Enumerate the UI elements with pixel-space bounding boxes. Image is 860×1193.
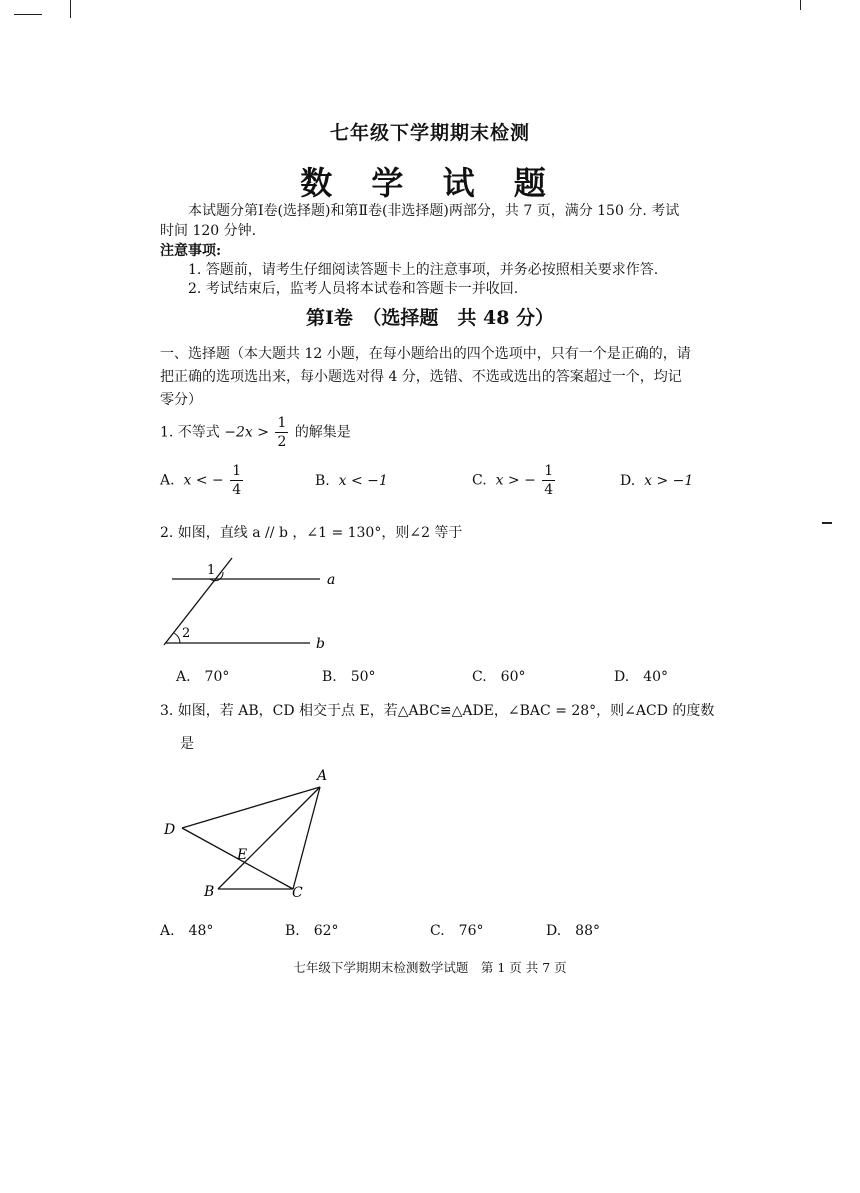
q1-option-c-num: 1 [544,463,554,479]
point-A-label: A [317,768,328,784]
q1-option-d-label: D. [620,473,636,489]
label-b: b [316,636,325,652]
q2-option-a: A. 70° [176,669,230,685]
section-1-line-1: 一、选择题（本大题共 12 小题，在每小题给出的四个选项中，只有一个是正确的，请 [160,346,691,362]
question-3-line-1: 3. 如图，若 AB，CD 相交于点 E，若△ABC≌△ADE，∠BAC = 28°，则∠ACD 的度数 [160,703,715,719]
q1-option-c-label: C. [472,472,487,489]
q1-fraction [275,414,288,451]
q1-prefix: 1. 不等式 [160,424,220,441]
q2-parallel-lines-figure [160,555,350,655]
q1-option-a-den: 4 [232,482,242,498]
intro-line-2: 时间 120 分钟. [160,223,257,239]
q1-frac-num: 1 [277,415,287,431]
q1-option-c [472,462,557,499]
q1-option-b [315,473,388,489]
part-1-title: 第Ⅰ卷 （选择题 共 48 分） [305,307,555,329]
q1-frac-den: 2 [277,434,287,450]
q1-option-d [620,473,693,489]
q1-option-b-expr: x < −1 [338,473,388,489]
transversal [164,558,232,645]
angle-2-arc [174,633,180,643]
q3-option-a: A. 48° [160,923,214,939]
label-1: 1 [207,563,216,578]
q1-option-a-expr: x < − [183,472,224,489]
segment-AC [293,787,320,889]
q1-option-a-label: A. [160,472,175,489]
scan-mark [822,522,832,524]
question-1 [160,414,351,451]
q1-option-b-label: B. [315,473,330,489]
q3-option-c: C. 76° [430,923,484,939]
exam-subtitle: 七年级下学期期末检测 [329,122,530,144]
point-C-label: C [292,885,303,901]
scan-mark [70,0,71,18]
question-3-line-2: 是 [180,736,194,752]
point-D-label: D [164,822,176,838]
q1-option-a-num: 1 [232,463,242,479]
q3-option-d: D. 88° [546,923,600,939]
q1-option-a [160,462,245,499]
scan-mark [14,14,42,15]
q2-option-b: B. 50° [322,669,376,685]
q1-option-c-den: 4 [544,482,554,498]
exam-title: 数 学 试 题 [300,164,560,202]
page-footer: 七年级下学期期末检测数学试题 第 1 页 共 7 页 [293,960,567,975]
section-1-line-3: 零分） [160,392,202,408]
q1-option-c-expr: x > − [495,472,536,489]
q2-option-c: C. 60° [472,669,526,685]
notes-item-2: 2. 考试结束后，监考人员将本试卷和答题卡一并收回. [188,281,519,297]
notes-item-1: 1. 答题前，请考生仔细阅读答题卡上的注意事项，并务必按照相关要求作答. [188,262,659,278]
q3-triangle-figure [160,765,340,905]
label-a: a [327,572,336,588]
q1-option-d-expr: x > −1 [644,473,694,489]
intro-line-1: 本试题分第Ⅰ卷(选择题)和第Ⅱ卷(非选择题)两部分，共 7 页，满分 150 分. 考试 [188,203,680,219]
q1-option-c-fraction [542,462,555,499]
label-2: 2 [182,626,191,641]
section-1-line-2: 把正确的选项选出来，每小题选对得 4 分，选错、不选或选出的答案超过一个，均记 [160,369,682,385]
q2-option-d: D. 40° [614,669,668,685]
notes-heading: 注意事项: [160,243,222,259]
point-B-label: B [204,884,215,900]
q1-suffix: 的解集是 [294,424,351,441]
question-2: 2. 如图，直线 a // b ，∠1 = 130°，则∠2 等于 [160,525,463,541]
scan-mark [800,0,801,10]
point-E-label: E [237,847,248,863]
q1-lhs: −2x > [224,424,269,441]
q3-option-b: B. 62° [285,923,339,939]
q1-option-a-fraction [230,462,243,499]
